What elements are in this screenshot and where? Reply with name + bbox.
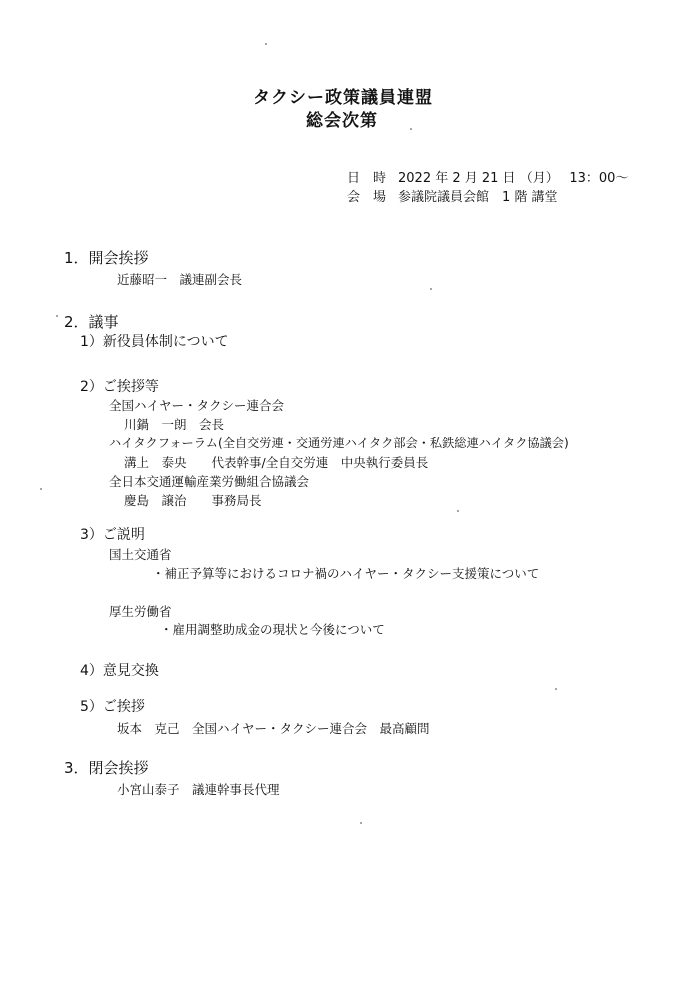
section-heading: 2．議事: [64, 313, 119, 331]
subsection-heading: 3）ご説明: [80, 527, 145, 543]
subsection-heading: 2）ご挨拶等: [80, 379, 159, 395]
organization: ハイタクフォーラム(全自交労連・交通労連ハイタク部会・私鉄総連ハイタク協議会): [109, 436, 569, 450]
scan-speck: [360, 822, 362, 824]
scan-speck: [430, 288, 432, 290]
subsection-heading: 5）ご挨拶: [80, 699, 145, 715]
topic: ・補正予算等におけるコロナ禍のハイヤー・タクシー支援策について: [152, 566, 540, 581]
scan-speck: [265, 43, 267, 45]
section-heading: 3．閉会挨拶: [64, 759, 149, 777]
person: 溝上 泰央 代表幹事/全自交労連 中央執行委員長: [124, 455, 429, 470]
scan-speck: [555, 688, 557, 690]
subsection-heading: 1）新役員体制について: [80, 334, 229, 350]
speaker: 小宮山泰子 議連幹事長代理: [117, 782, 280, 797]
person: 慶島 譲治 事務局長: [124, 493, 262, 508]
doc-title: タクシー政策議員連盟: [253, 88, 433, 108]
ministry: 厚生労働省: [109, 604, 172, 619]
organization: 全日本交通運輸産業労働組合協議会: [109, 474, 310, 489]
subsection-heading: 4）意見交換: [80, 663, 159, 679]
person: 川鍋 一朗 会長: [124, 417, 225, 432]
scan-speck: [410, 128, 412, 130]
venue-value: 参議院議員会館 1 階 講堂: [398, 190, 558, 205]
date-label: 日 時: [347, 171, 387, 186]
venue-label: 会 場: [347, 190, 387, 205]
date-value: 2022 年 2 月 21 日 （月） 13：00～: [398, 171, 629, 186]
scan-speck: [56, 315, 58, 317]
ministry: 国土交通省: [109, 547, 172, 562]
doc-subtitle: 総会次第: [306, 111, 378, 131]
speaker: 坂本 克己 全国ハイヤー・タクシー連合会 最高顧問: [117, 721, 430, 736]
organization: 全国ハイヤー・タクシー連合会: [109, 398, 285, 413]
section-heading: 1．開会挨拶: [64, 249, 149, 267]
topic: ・雇用調整助成金の現状と今後について: [160, 622, 385, 637]
speaker: 近藤昭一 議連副会長: [117, 272, 243, 287]
scan-speck: [457, 510, 459, 512]
scan-speck: [40, 488, 42, 490]
